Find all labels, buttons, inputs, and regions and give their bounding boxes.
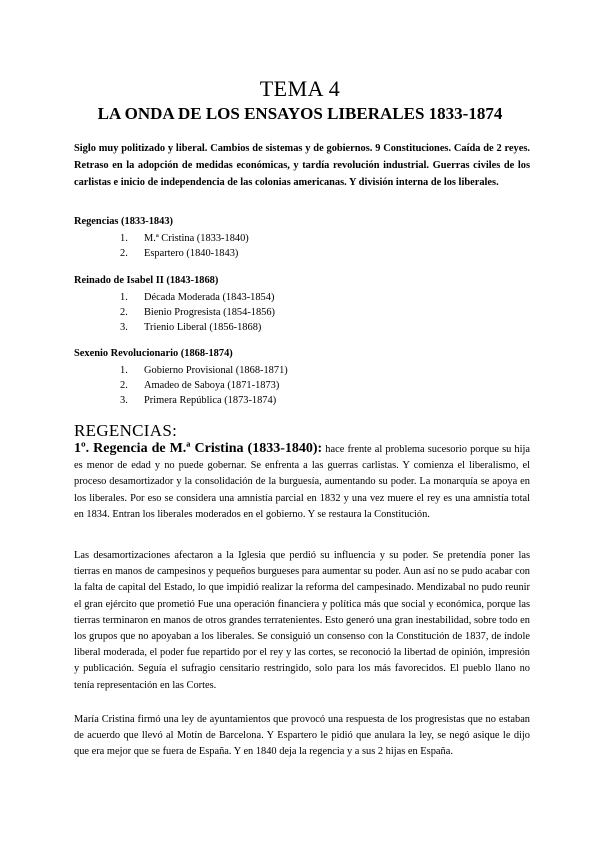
- list-item-number: 3.: [120, 322, 128, 333]
- list-item-number: 2.: [120, 307, 128, 318]
- paragraph-desamortizaciones: Las desamortizaciones afectaron a la Iglesia que perdió su influencia y su poder. Se pretendía poner las tierras en manos de campesinos y pequeños burgueses para aumentar su poder. Aun así no se pudo acabar con la falta de capital del Estado, lo que impidió realizar la reforma del campesinado. Mendizabal no pudo reunir el gran ejército que prometió Fue una operación financiera y política más que social y económica, porque las tierras terminaron en manos de otros grandes terratenientes. Esto generó una gran inestabilidad, sobre todo en los grupos que no apoyaban a los liberales. Se consiguió un consenso con la Constitución de 1837, de índole liberal moderada, el poder fue repartido por el rey y las cortes, se reconoció la libertad de opinión, impresión y publicación. Seguía el sufragio censitario restringido, solo para los más favorecidos. El pueblo llano no tenía representación en las Cortes.: [74, 550, 530, 691]
- list-item-number: 3.: [120, 395, 128, 406]
- section-heading-sexenio: Sexenio Revolucionario (1868-1874): [74, 348, 233, 359]
- list-item-number: 2.: [120, 248, 128, 259]
- page-title: TEMA 4: [259, 76, 341, 101]
- list-item: [120, 290, 275, 305]
- list-item-text: Amadeo de Saboya (1871-1873): [144, 380, 280, 391]
- paragraph-lead: 1º. Regencia de M.ª Cristina (1833-1840):: [74, 441, 323, 456]
- list-item-text: M.ª Cristina (1833-1840): [144, 233, 249, 244]
- paragraph-body: hace frente al problema sucesorio porque su hija es menor de edad y no puede gobernar. Se enfrenta a las guerras carlistas. Y comienza el liberalismo, el proceso desamortizador y la consolidación de la burguesía, aumentando su poder. La monarquía se apoya en los liberales. Por eso se considera una amnistía parcial en 1832 y una vez muere el rey es una amnistía total en 1834. Entran los liberales moderados en el gobierno. Y se restaura la Constitución.: [74, 444, 530, 520]
- section-heading-isabel: Reinado de Isabel II (1843-1868): [74, 275, 219, 286]
- list-item-text: Primera República (1873-1874): [144, 395, 277, 406]
- list-item-number: 1.: [120, 365, 128, 376]
- list-regencias: [120, 231, 249, 261]
- list-item: [120, 378, 288, 393]
- list-item: [120, 246, 249, 261]
- list-item-text: Bienio Progresista (1854-1856): [144, 307, 276, 318]
- intro-paragraph: Siglo muy politizado y liberal. Cambios de sistemas y de gobiernos. 9 Constituciones. Caída de 2 reyes. Retraso en la adopción de medidas económicas, y tardía revolución industrial. Guerras civiles de los carlistas e inicio de independencia de las colonias americanas. Y división interna de los liberales.: [74, 143, 530, 188]
- list-item-text: Gobierno Provisional (1868-1871): [144, 365, 288, 376]
- list-item-text: Trienio Liberal (1856-1868): [144, 322, 262, 333]
- list-item: [120, 363, 288, 378]
- list-item-number: 2.: [120, 380, 128, 391]
- list-item: [120, 231, 249, 246]
- section-heading-regencias: Regencias (1833-1843): [74, 216, 173, 227]
- list-item-number: 1.: [120, 233, 128, 244]
- list-sexenio: [120, 363, 288, 408]
- list-item: [120, 305, 275, 320]
- paragraph-ley-ayuntamientos: María Cristina firmó una ley de ayuntamientos que provocó una respuesta de los progresistas que no estaban de acuerdo que llevó al Motín de Barcelona. Y Espartero le pidió que anulara la ley, se negó asique le dijo que era mejor que se fuera de España. Y en 1840 deja la regencia y a sus 2 hijas en España.: [74, 714, 530, 758]
- regencias-heading: REGENCIAS:: [74, 421, 178, 440]
- paragraph-regencia-cristina: [74, 441, 530, 523]
- list-item: [120, 393, 288, 408]
- list-item-text: Década Moderada (1843-1854): [144, 292, 275, 303]
- list-item-number: 1.: [120, 292, 128, 303]
- list-isabel: [120, 290, 275, 335]
- list-item-text: Espartero (1840-1843): [144, 248, 239, 259]
- list-item: [120, 320, 275, 335]
- page-subtitle: LA ONDA DE LOS ENSAYOS LIBERALES 1833-1874: [97, 104, 503, 123]
